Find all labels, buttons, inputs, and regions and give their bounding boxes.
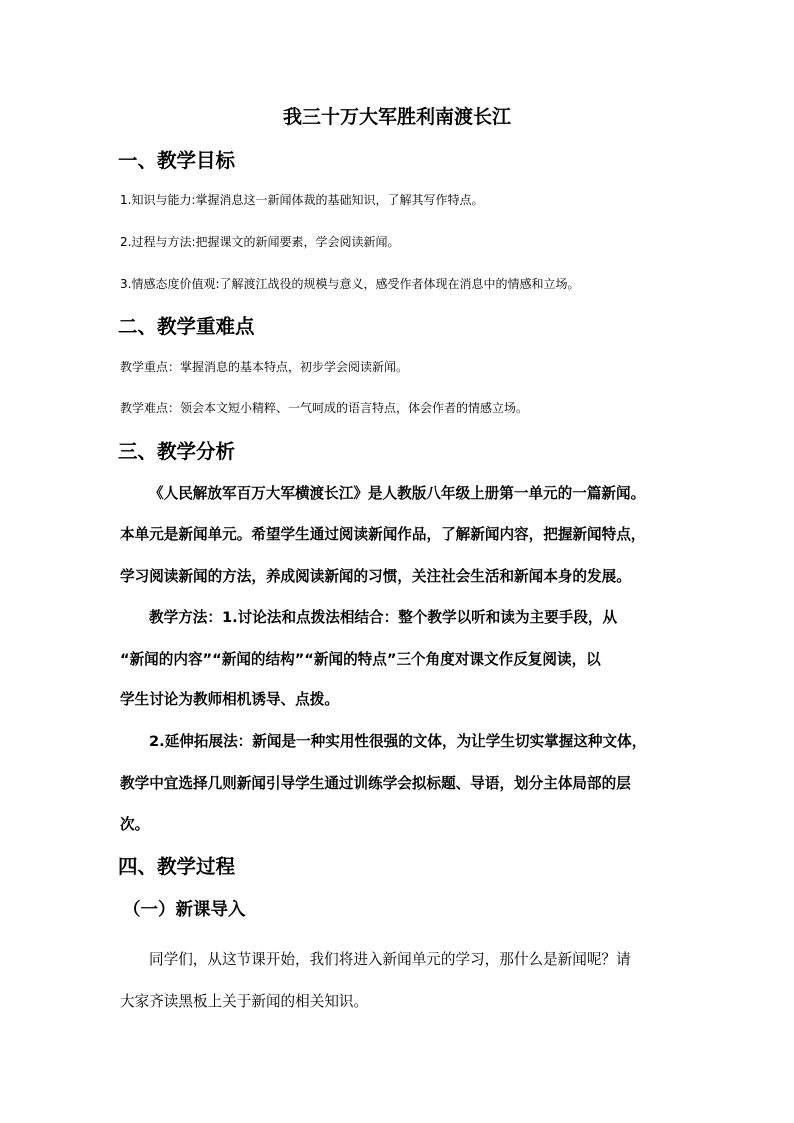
- analysis-line: 教学中宜选择几则新闻引导学生通过训练学会拟标题、导语，划分主体局部的层: [120, 775, 631, 792]
- analysis-line: “新闻的内容”“新闻的结构”“新闻的特点”三个角度对课文作反复阅读，以: [120, 651, 601, 668]
- process-line: 同学们，从这节课开始，我们将进入新闻单元的学习，那什么是新闻呢？请: [149, 951, 631, 968]
- section-heading-process: 四、教学过程: [118, 855, 236, 878]
- objective-item: 3.情感态度价值观:了解渡江战役的规模与意义，感受作者体现在消息中的情感和立场。: [120, 277, 580, 291]
- objective-item: 2.过程与方法:把握课文的新闻要素，学会阅读新闻。: [120, 235, 400, 249]
- analysis-line: 学习阅读新闻的方法，养成阅读新闻的习惯，关注社会生活和新闻本身的发展。: [120, 568, 631, 585]
- section-heading-analysis: 三、教学分析: [118, 440, 236, 463]
- analysis-line: 学生讨论为教师相机诱导、点拨。: [120, 691, 339, 708]
- analysis-line: 《人民解放军百万大军横渡长江》是人教版八年级上册第一单元的一篇新闻。: [149, 485, 646, 502]
- analysis-line: 次。: [120, 816, 150, 833]
- section-heading-objectives: 一、教学目标: [118, 149, 236, 172]
- document-title: 我三十万大军胜利南渡长江: [282, 106, 511, 128]
- analysis-line: 教学方法：1.讨论法和点拨法相结合：整个教学以听和读为主要手段，从: [149, 609, 618, 626]
- objective-item: 1.知识与能力:掌握消息这一新闻体裁的基础知识，了解其写作特点。: [120, 193, 484, 207]
- key-point-item: 教学重点：掌握消息的基本特点，初步学会阅读新闻。: [120, 360, 409, 374]
- section-heading-key-points: 二、教学重难点: [118, 315, 255, 338]
- process-line: 大家齐读黑板上关于新闻的相关知识。: [120, 993, 369, 1010]
- key-point-item: 教学难点：领会本文短小精粹、一气呵成的语言特点，体会作者的情感立场。: [120, 401, 529, 415]
- analysis-line: 2.延伸拓展法：新闻是一种实用性很强的文体，为让学生切实掌握这种文体，: [149, 733, 647, 750]
- analysis-line: 本单元是新闻单元。希望学生通过阅读新闻作品，了解新闻内容，把握新闻特点，: [120, 526, 646, 543]
- subsection-heading-intro: （一）新课导入: [123, 900, 246, 920]
